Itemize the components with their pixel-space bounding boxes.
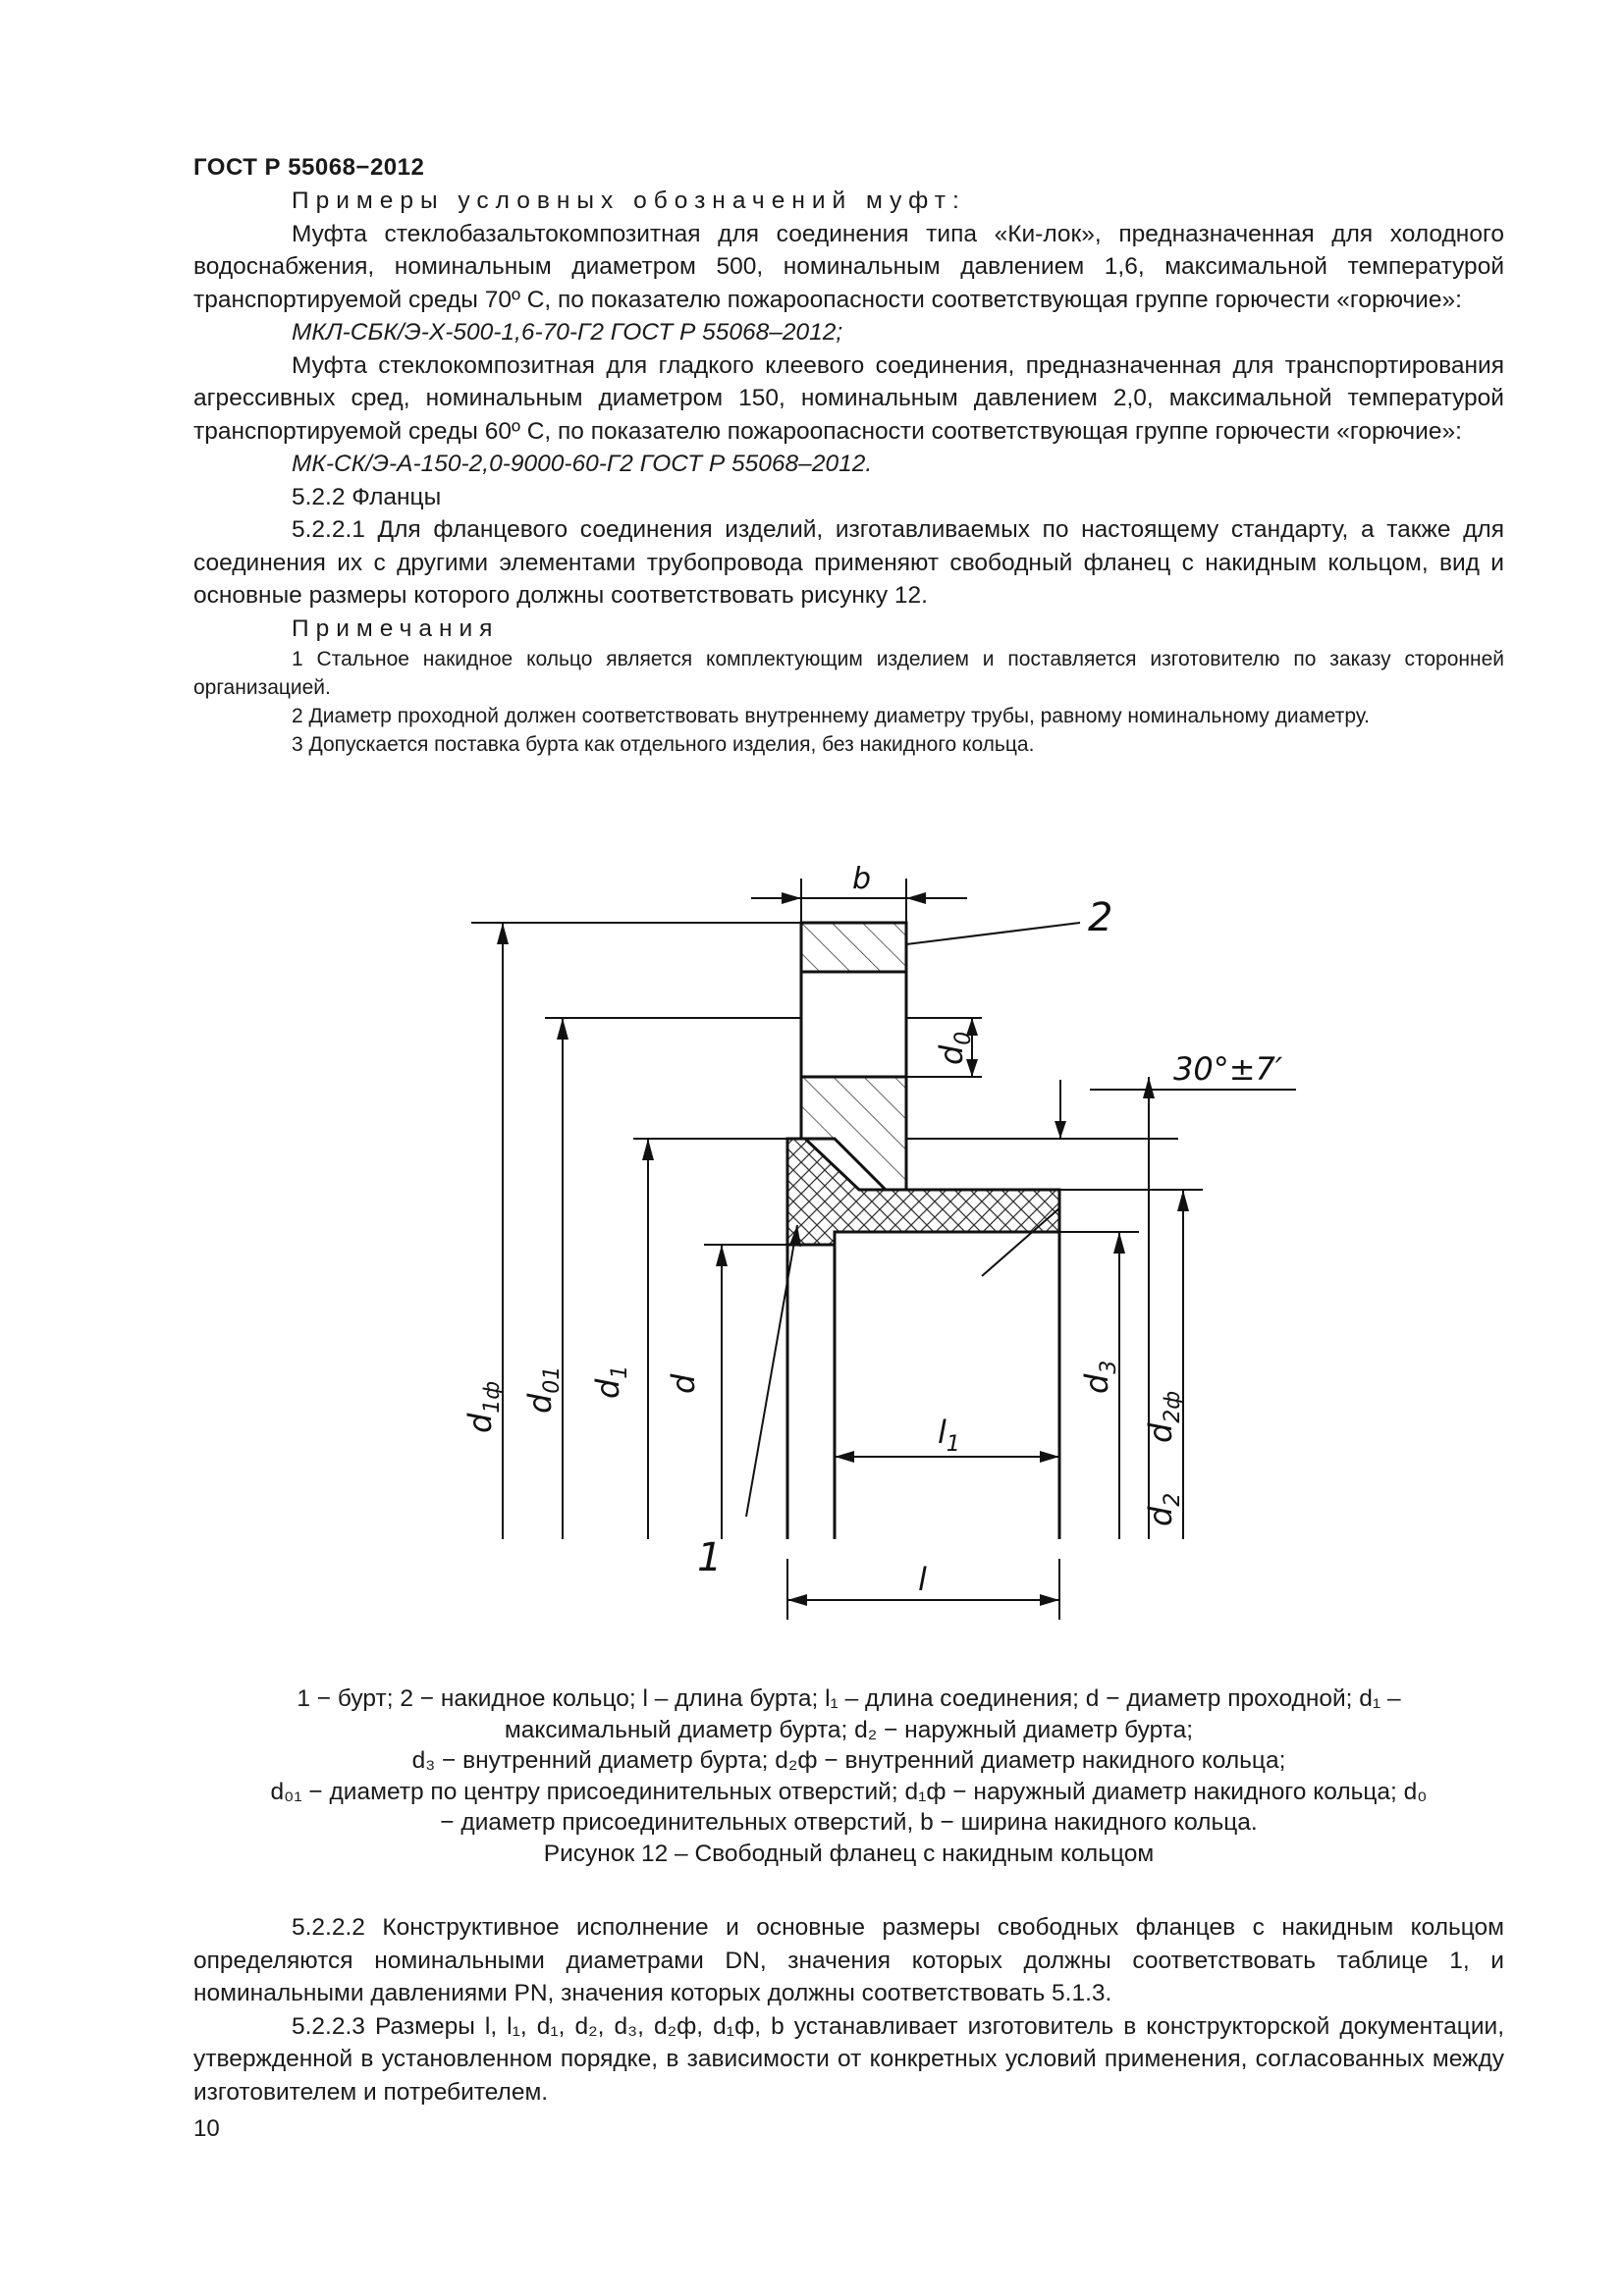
- designation-example-1: МКЛ-СБК/Э-Х-500-1,6-70-Г2 ГОСТ Р 55068–2012;: [292, 319, 843, 346]
- examples-heading: Примеры условных обозначений муфт:: [292, 187, 966, 214]
- flange-ring-upper: [801, 923, 906, 972]
- label-d1f: $d_{1ф}$: [461, 1380, 505, 1433]
- label-collar-1: 1: [697, 1535, 723, 1580]
- caption-line-2: максимальный диаметр бурта; d₂ − наружный диаметр бурта;: [504, 1716, 1194, 1743]
- note-1: 1 Стальное накидное кольцо является комплектующим изделием и поставляется изготовителю по заказу сторонней организацией.: [193, 648, 1504, 699]
- figure-title: Рисунок 12 – Свободный фланец с накидным кольцом: [543, 1840, 1155, 1867]
- designation-example-2: МК-СК/Э-А-150-2,0-9000-60-Г2 ГОСТ Р 55068–2012.: [292, 451, 873, 477]
- label-d0: $d_0$: [933, 1031, 976, 1065]
- dimension-arrows: [497, 892, 1189, 1606]
- paragraph-example-2: Муфта стеклокомпозитная для гладкого клеевого соединения, предназначенная для транспортирования агрессивных сред, номинальным диаметром 150, номинальным давлением 2,0, максимальной температурой транспортируемой среды 60º С, по показателю пожароопасности соответствующая группе горючести «горючие»:: [193, 351, 1504, 445]
- bottom-text-block: [193, 1911, 1504, 2109]
- paragraph-example-1: Муфта стеклобазальтокомпозитная для соединения типа «Ки-лок», предназначенная для холодного водоснабжения, номинальным диаметром 500, номинальным давлением 1,6, максимальной температурой транспортируемой среды 70º С, по показателю пожароопасности соответствующая группе горючести «горючие»:: [193, 220, 1504, 313]
- notes-heading: Примечания: [292, 614, 500, 642]
- section-heading-flanges: 5.2.2 Фланцы: [292, 483, 442, 510]
- label-ring-2: 2: [1088, 895, 1113, 940]
- label-d01: $d_{01}$: [521, 1365, 565, 1414]
- standard-header: ГОСТ Р 55068−2012: [193, 154, 425, 181]
- figure-caption: [193, 1683, 1504, 1869]
- label-d2f: $d_{2ф}$: [1142, 1390, 1185, 1443]
- caption-line-3: d₃ − внутренний диаметр бурта; d₂ф − внутренний диаметр накидного кольца;: [411, 1747, 1286, 1774]
- label-angle: 30°±7′: [1173, 1050, 1283, 1088]
- pipe-body: [787, 1232, 1059, 1539]
- label-d: d: [665, 1373, 702, 1394]
- label-b: b: [852, 862, 872, 896]
- label-l1: $l_1$: [938, 1414, 960, 1457]
- caption-line-5: − диаметр присоединительных отверстий, b − ширина накидного кольца.: [440, 1809, 1258, 1836]
- label-d3: $d_3$: [1078, 1360, 1121, 1394]
- label-l: l: [918, 1561, 927, 1598]
- label-d2: $d_2$: [1142, 1492, 1185, 1526]
- paragraph-5-2-2-1: 5.2.2.1 Для фланцевого соединения изделий, изготавливаемых по настоящему стандарту, а также для соединения их с другими элементами трубопровода применяют свободный фланец с накидным кольцом, вид и основные размеры которого должны соответствовать рисунку 12.: [193, 516, 1504, 609]
- collar-section: [787, 1139, 1059, 1245]
- page-number: 10: [193, 2115, 220, 2142]
- paragraph-5-2-2-2: 5.2.2.2 Конструктивное исполнение и основные размеры свободных фланцев с накидным кольцом определяются номинальными диаметрами DN, значения которых должны соответствовать таблице 1, и номинальными давлениями PN, значения которых должны соответствовать 5.1.3.: [193, 1914, 1504, 2006]
- label-d1: $d_1$: [589, 1364, 632, 1399]
- note-3: 3 Допускается поставка бурта как отдельного изделия, без накидного кольца.: [292, 733, 1035, 756]
- caption-line-4: d₀₁ − диаметр по центру присоединительных отверстий; d₁ф − наружный диаметр накидного кольца; d₀: [270, 1778, 1428, 1805]
- bolt-hole: [801, 972, 906, 1077]
- caption-line-1: 1 − бурт; 2 − накидное кольцо; l – длина бурта; l₁ – длина соединения; d − диаметр проходной; d₁ –: [297, 1685, 1401, 1712]
- paragraph-5-2-2-3: 5.2.2.3 Размеры l, l₁, d₁, d₂, d₃, d₂ф, d₁ф, b устанавливает изготовитель в конструкторской документации, утвержденной в установленном порядке, в зависимости от конкретных условий применения, согласованных между изготовителем и потребителем.: [193, 2012, 1504, 2106]
- note-2: 2 Диаметр проходной должен соответствовать внутреннему диаметру трубы, равному номинальному диаметру.: [292, 705, 1370, 727]
